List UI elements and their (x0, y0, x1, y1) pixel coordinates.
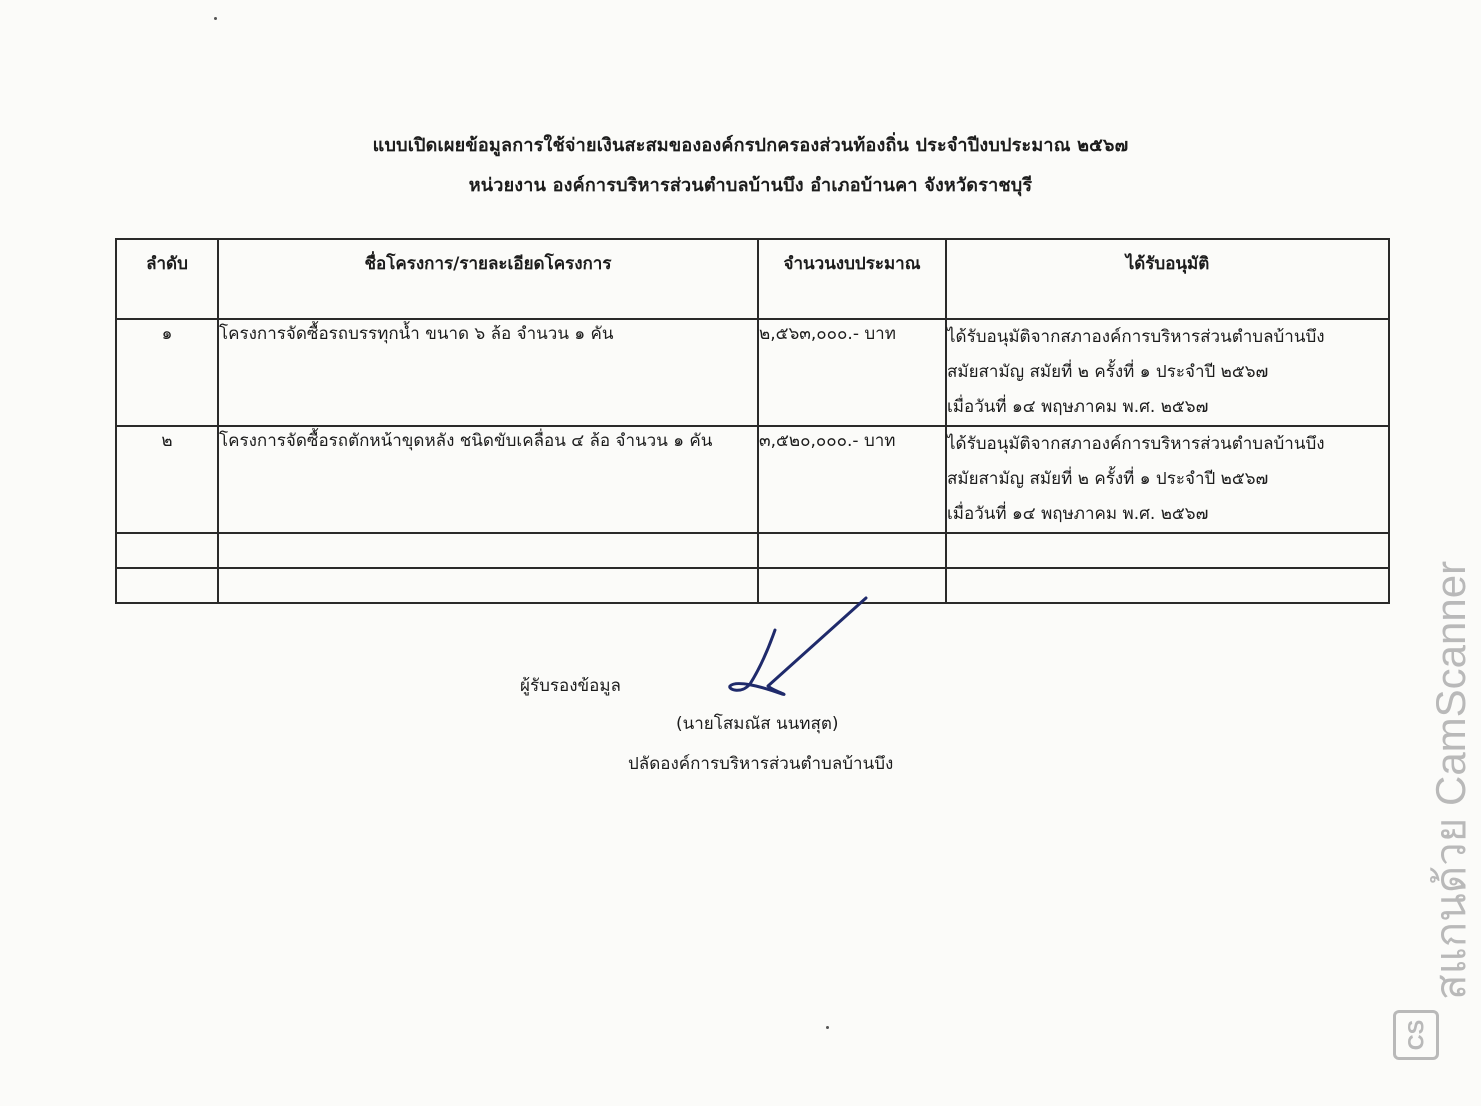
empty-cell (946, 533, 1389, 568)
empty-cell (116, 533, 218, 568)
empty-cell (758, 533, 946, 568)
table-header-row (116, 239, 1389, 319)
column-header-approval: ได้รับอนุมัติ (946, 239, 1389, 319)
row-number: ๒ (116, 426, 218, 533)
project-name: โครงการจัดซื้อรถบรรทุกน้ำ ขนาด ๖ ล้อ จำนวน ๑ คัน (218, 319, 758, 426)
agency-line: หน่วยงาน องค์การบริหารส่วนตำบลบ้านบึง อำเภอบ้านคา จังหวัดราชบุรี (468, 175, 1033, 196)
scan-speck (826, 1026, 829, 1029)
approval-line: เมื่อวันที่ ๑๔ พฤษภาคม พ.ศ. ๒๕๖๗ (947, 504, 1209, 524)
table-row (116, 319, 1389, 426)
approval-line: เมื่อวันที่ ๑๔ พฤษภาคม พ.ศ. ๒๕๖๗ (947, 397, 1209, 417)
document-title: แบบเปิดเผยข้อมูลการใช้จ่ายเงินสะสมขององค์กรปกครองส่วนท้องถิ่น ประจำปีงบประมาณ ๒๕๖๗ (372, 135, 1129, 156)
approval-line: ได้รับอนุมัติจากสภาองค์การบริหารส่วนตำบลบ้านบึง (947, 327, 1325, 347)
budget-amount: ๒,๕๖๓,๐๐๐.- บาท (758, 319, 946, 426)
column-header-project: ชื่อโครงการ/รายละเอียดโครงการ (218, 239, 758, 319)
camscanner-logo-icon (1393, 1010, 1439, 1060)
signatory-name: (นายโสมณัส นนทสุต) (676, 714, 839, 734)
row-number: ๑ (116, 319, 218, 426)
camscanner-watermark: สแกนด้วย CamScanner (1427, 560, 1474, 1000)
scan-speck (214, 17, 217, 20)
empty-cell (218, 568, 758, 603)
budget-amount: ๓,๕๒๐,๐๐๐.- บาท (758, 426, 946, 533)
approval-line: สมัยสามัญ สมัยที่ ๒ ครั้งที่ ๑ ประจำปี ๒๕๖๗ (947, 362, 1269, 382)
column-header-budget: จำนวนงบประมาณ (758, 239, 946, 319)
camscanner-logo-text: CS (1403, 1019, 1428, 1051)
table-row (116, 426, 1389, 533)
handwritten-signature (720, 590, 880, 710)
empty-cell (116, 568, 218, 603)
project-name: โครงการจัดซื้อรถตักหน้าขุดหลัง ชนิดขับเคลื่อน ๔ ล้อ จำนวน ๑ คัน (218, 426, 758, 533)
approval-line: ได้รับอนุมัติจากสภาองค์การบริหารส่วนตำบลบ้านบึง (947, 434, 1325, 454)
disclosure-table (115, 238, 1390, 604)
empty-row (116, 533, 1389, 568)
signatory-position: ปลัดองค์การบริหารส่วนตำบลบ้านบึง (628, 754, 894, 774)
empty-cell (218, 533, 758, 568)
approval-detail (946, 319, 1389, 426)
column-header-no: ลำดับ (116, 239, 218, 319)
empty-cell (946, 568, 1389, 603)
approval-detail (946, 426, 1389, 533)
approval-line: สมัยสามัญ สมัยที่ ๒ ครั้งที่ ๑ ประจำปี ๒๕๖๗ (947, 469, 1269, 489)
certifier-label: ผู้รับรองข้อมูล (520, 676, 621, 696)
